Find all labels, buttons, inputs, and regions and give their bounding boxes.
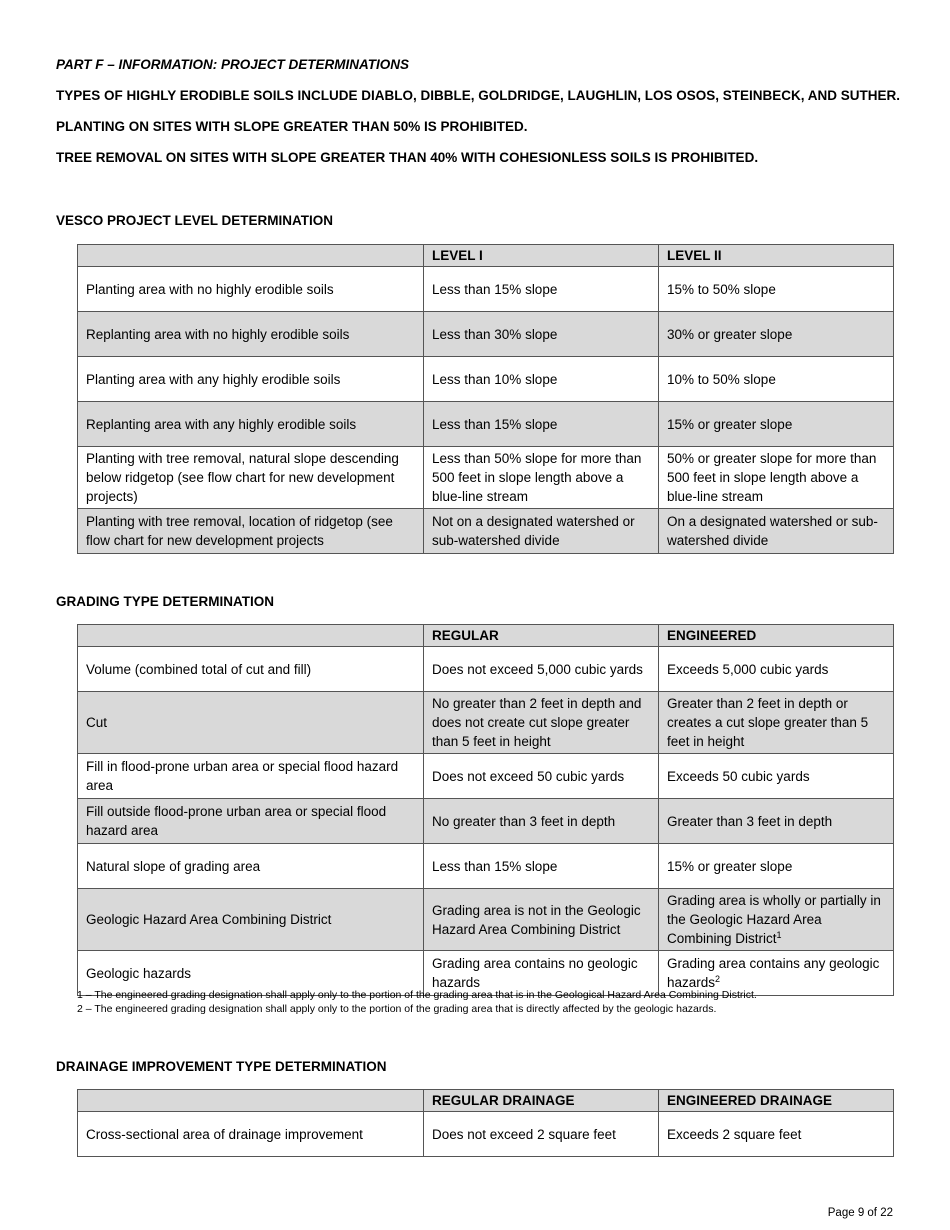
table-cell: 30% or greater slope <box>659 312 894 357</box>
table-row <box>78 799 894 844</box>
table-cell: Exceeds 5,000 cubic yards <box>659 647 894 692</box>
table-cell: Exceeds 2 square feet <box>659 1112 894 1157</box>
row-label: Fill outside flood-prone urban area or special flood hazard area <box>78 799 424 844</box>
row-label: Replanting area with any highly erodible soils <box>78 402 424 447</box>
table-cell <box>659 889 894 951</box>
table-header-row <box>78 1090 894 1112</box>
table-cell: Greater than 3 feet in depth <box>659 799 894 844</box>
table-cell: Greater than 2 feet in depth or creates a cut slope greater than 5 feet in height <box>659 692 894 754</box>
table-row <box>78 509 894 554</box>
cell-text: Grading area contains any geologic hazards <box>667 956 880 990</box>
table-cell: 15% or greater slope <box>659 844 894 889</box>
table-cell: 10% to 50% slope <box>659 357 894 402</box>
table-row <box>78 692 894 754</box>
table-row <box>78 889 894 951</box>
column-header: LEVEL I <box>424 245 659 267</box>
table-cell: Does not exceed 2 square feet <box>424 1112 659 1157</box>
table-row <box>78 402 894 447</box>
part-title: PART F – INFORMATION: PROJECT DETERMINATIONS <box>56 57 410 72</box>
table-row <box>78 267 894 312</box>
table-cell: No greater than 3 feet in depth <box>424 799 659 844</box>
table-row <box>78 447 894 509</box>
table-cell: Does not exceed 50 cubic yards <box>424 754 659 799</box>
table-cell: Does not exceed 5,000 cubic yards <box>424 647 659 692</box>
column-header: ENGINEERED DRAINAGE <box>659 1090 894 1112</box>
table-cell: Grading area is not in the Geologic Hazard Area Combining District <box>424 889 659 951</box>
table-cell: Less than 10% slope <box>424 357 659 402</box>
row-label: Cross-sectional area of drainage improvement <box>78 1112 424 1157</box>
table-cell: Less than 50% slope for more than 500 feet in slope length above a blue-line stream <box>424 447 659 509</box>
header-blank-cell <box>78 245 424 267</box>
table-header-row <box>78 245 894 267</box>
table-cell: Not on a designated watershed or sub-watershed divide <box>424 509 659 554</box>
footnote-1: 1 – The engineered grading designation shall apply only to the portion of the grading area that is in the Geological Hazard Area Combining District. <box>77 989 757 1001</box>
table-cell: 50% or greater slope for more than 500 feet in slope length above a blue-line stream <box>659 447 894 509</box>
table-header-row <box>78 625 894 647</box>
row-label: Fill in flood-prone urban area or special flood hazard area <box>78 754 424 799</box>
row-label: Planting with tree removal, location of ridgetop (see flow chart for new development projects <box>78 509 424 554</box>
row-label: Volume (combined total of cut and fill) <box>78 647 424 692</box>
table-cell: Less than 15% slope <box>424 267 659 312</box>
table-cell: 15% or greater slope <box>659 402 894 447</box>
table-row <box>78 1112 894 1157</box>
vesco-section-title: VESCO PROJECT LEVEL DETERMINATION <box>56 213 334 228</box>
column-header: REGULAR DRAINAGE <box>424 1090 659 1112</box>
note-tree-removal-prohibited: TREE REMOVAL ON SITES WITH SLOPE GREATER THAN 40% WITH COHESIONLESS SOILS IS PROHIBITED. <box>56 150 759 165</box>
table-cell: On a designated watershed or sub-watershed divide <box>659 509 894 554</box>
grading-section-title: GRADING TYPE DETERMINATION <box>56 594 275 609</box>
cell-text: Grading area is wholly or partially in the Geologic Hazard Area Combining District <box>667 893 881 946</box>
grading-table <box>77 624 894 996</box>
drainage-table <box>77 1089 894 1157</box>
row-label: Geologic Hazard Area Combining District <box>78 889 424 951</box>
footnote-ref: 2 <box>715 974 721 984</box>
column-header: ENGINEERED <box>659 625 894 647</box>
row-label: Geologic hazards <box>78 951 424 996</box>
column-header: LEVEL II <box>659 245 894 267</box>
column-header: REGULAR <box>424 625 659 647</box>
table-cell: Grading area contains no geologic hazards <box>424 951 659 996</box>
table-cell: Less than 15% slope <box>424 844 659 889</box>
header-blank-cell <box>78 625 424 647</box>
footnote-2: 2 – The engineered grading designation shall apply only to the portion of the grading area that is directly affected by the geologic hazards. <box>77 1003 717 1015</box>
page-number: Page 9 of 22 <box>827 1207 893 1219</box>
row-label: Planting area with any highly erodible soils <box>78 357 424 402</box>
row-label: Planting area with no highly erodible soils <box>78 267 424 312</box>
table-row <box>78 647 894 692</box>
table-cell: Less than 15% slope <box>424 402 659 447</box>
table-cell: Less than 30% slope <box>424 312 659 357</box>
table-row <box>78 357 894 402</box>
vesco-table <box>77 244 894 554</box>
table-cell: No greater than 2 feet in depth and does not create cut slope greater than 5 feet in height <box>424 692 659 754</box>
table-row <box>78 844 894 889</box>
note-erodible-soils: TYPES OF HIGHLY ERODIBLE SOILS INCLUDE DIABLO, DIBBLE, GOLDRIDGE, LAUGHLIN, LOS OSOS, STEINBECK, AND SUTHER. <box>56 88 901 103</box>
row-label: Natural slope of grading area <box>78 844 424 889</box>
header-blank-cell <box>78 1090 424 1112</box>
drainage-section-title: DRAINAGE IMPROVEMENT TYPE DETERMINATION <box>56 1059 387 1074</box>
table-row <box>78 754 894 799</box>
row-label: Replanting area with no highly erodible soils <box>78 312 424 357</box>
note-planting-prohibited: PLANTING ON SITES WITH SLOPE GREATER THAN 50% IS PROHIBITED. <box>56 119 528 134</box>
table-row <box>78 312 894 357</box>
footnote-ref: 1 <box>776 930 782 940</box>
table-cell: 15% to 50% slope <box>659 267 894 312</box>
table-cell: Exceeds 50 cubic yards <box>659 754 894 799</box>
row-label: Cut <box>78 692 424 754</box>
row-label: Planting with tree removal, natural slope descending below ridgetop (see flow chart for new development projects) <box>78 447 424 509</box>
